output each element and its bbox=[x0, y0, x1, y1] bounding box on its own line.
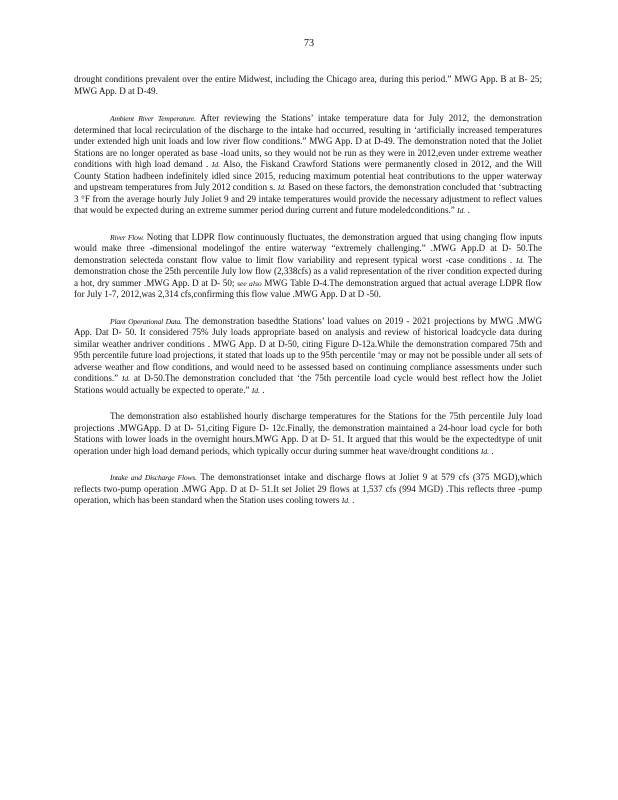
citation-id: Id. bbox=[457, 206, 466, 215]
citation-id: Id. bbox=[211, 160, 221, 169]
paragraph-text: at D-50.The demonstration concluded that ‘the 75th percentile load cycle would best reflect how the Joliet Stations would actually be expected to operate.” bbox=[74, 373, 542, 395]
paragraph-river-flow bbox=[74, 232, 542, 301]
citation-id: Id. bbox=[341, 496, 350, 505]
citation-id: Id. bbox=[121, 374, 131, 383]
citation-id: Id. bbox=[480, 446, 490, 456]
citation-id: Id. bbox=[251, 385, 261, 395]
paragraph-plant-operational-data: Plant Operational Data. The demonstration basedthe Stations’ load values on 2019 - 2021 projections by MWG .MWG App. Dat D- 50. It considered 75% July loads appropriate based on analysis and review of historical loadcycle data during similar weather andriver conditions . MWG App. D at D-50, citing Figure D-12a.While the demonstration compared 75th and 95th percentile future load projections, it stated that loads up to the 95th percentile ‘may or may not be possible under all sets of adverse weather and flow conditions, and would need to be assessed based on continuing compliance assessments under such conditions.” Id. at D-50.The demonstration concluded that ‘the 75th percentile load cycle would best reflect how the Joliet Stations would actually be expected to operate.” Id. . bbox=[74, 315, 543, 395]
section-heading-plant-operational-data: Plant Operational Data. bbox=[110, 316, 182, 326]
paragraph-text: The demonstration chose the 25th percentile July low flow (2,338cfs) as a valid representation of the river condition expected during a hot, dry summer .MWG App. D at D- 50; bbox=[74, 254, 542, 288]
page-number: 73 bbox=[304, 38, 314, 49]
paragraph-text: MWG Table D-4.The demonstration argued that actual average LDPR flow for July 1-7, 2012,was 2,314 cfs,confirming this flow value .MWG App. D at D -50. bbox=[74, 277, 542, 299]
paragraph-ambient-river-temperature: Ambient River Temperature. After reviewing the Stations’ intake temperature data for July 2012, the demonstration determined that local recirculation of the discharge to the intake had occurred, resulting in ‘artificially increased temperatures under extended high unit loads and low river flow conditions.” MWG App. D at D-49. The demonstration noted that the Joliet Stations are no longer operated as base -load units, so they would not be run as they were in 2012,even under extreme weather conditions with high load demand . Id. Also, the Fiskand Crawford Stations were permanently closed in 2012, and the Will County Station hadbeen indefinitely idled since 2015, reducing maximum potential heat contributions to the upper waterway and upstream temperatures from July 2012 condition s. Id. Based on these factors, the demonstration concluded that ‘subtracting 3 °F from the average hourly July Joliet 9 and 29 intake temperatures would provide the necessary adjustment to reflect values that would be expected during an extreme summer period during current and future modeledconditions.” Id. . bbox=[74, 113, 543, 215]
paragraph-text: The demonstration also established hourly discharge temperatures for the Stations for the 75th percentile July load projections .MWGApp. D at D- 51,citing Figure D- 12c.Finally, the demonstration maintained a 24-hour load cycle for both Stations with lower loads in the overnight hours.MWG App. D at D- 51. It argued that this would be the expectedtype of unit operation under high load demand periods, which typically occur during summer heat wave/drought conditions bbox=[74, 411, 542, 456]
citation-id: Id. bbox=[277, 183, 286, 192]
paragraph-text: Based on these factors, the demonstration concluded that ‘subtracting 3 °F from the average hourly July Joliet 9 and 29 intake temperatures would provide the necessary adjustment to reflect values that would be expected during an extreme summer period during current and future modeledconditions.” bbox=[74, 182, 542, 215]
paragraph-drought-conditions bbox=[74, 74, 542, 97]
section-heading-river-flow: River Flow. bbox=[110, 232, 144, 242]
paragraph-text: The demonstrationset intake and discharge flows at Joliet 9 at 579 cfs (375 MGD),which reflects two-pump operation .MWG App. D at D- 51.It set Joliet 29 flows at 1,537 cfs (994 MGD) .This reflects three -pump operation, which has been standard when the Station uses cooling towers bbox=[74, 472, 543, 505]
paragraph-text: drought conditions prevalent over the entire Midwest, including the Chicago area, during this period.” MWG App. B at B- 25; MWG App. D at D-49. bbox=[74, 74, 542, 96]
paragraph-text: Noting that LDPR flow continuously fluctuates, the demonstration argued that using changing flow inputs would make three -dimensional modelingof the entire waterway “extremely challenging.” .MWG App.D at D- 50.The demonstration selecteda constant flow value to limit flow variability and represent typical worst -case conditions . bbox=[74, 231, 542, 265]
paragraph-text: Also, the Fiskand Crawford Stations were permanently closed in 2012, and the Will County Station hadbeen indefinitely idled since 2015, reducing maximum potential heat contributions to the upper waterway and upstream temperatures from July 2012 condition s. bbox=[74, 159, 543, 192]
citation-see-also: see also bbox=[237, 278, 262, 288]
paragraph-text: The demonstration basedthe Stations’ load values on 2019 - 2021 projections by MWG .MWG App. Dat D- 50. It considered 75% July loads appropriate based on analysis and review of historical loadcycle data during similar weather andriver conditions . MWG App. D at D-50, citing Figure D-12a.While the demonstration compared 75th and 95th percentile future load projections, it stated that loads up to the 95th percentile ‘may or may not be possible under all sets of adverse weather and flow conditions, and would need to be assessed based on continuing compliance assessments under such conditions.” bbox=[74, 315, 543, 383]
paragraph-hourly-discharge: The demonstration also established hourly discharge temperatures for the Stations for the 75th percentile July load projections .MWGApp. D at D- 51,citing Figure D- 12c.Finally, the demonstration maintained a 24-hour load cycle for both Stations with lower loads in the overnight hours.MWG App. D at D- 51. It argued that this would be the expectedtype of unit operation under high load demand periods, which typically occur during summer heat wave/drought conditions Id. . bbox=[74, 411, 542, 456]
document-body bbox=[74, 74, 542, 522]
section-heading-ambient-river-temperature: Ambient River Temperature. bbox=[110, 114, 196, 123]
citation-id: Id. bbox=[515, 255, 525, 265]
section-heading-intake-discharge-flows: Intake and Discharge Flows. bbox=[110, 473, 197, 482]
paragraph-text: After reviewing the Stations’ intake temperature data for July 2012, the demonstration determined that local recirculation of the discharge to the intake had occurred, resulting in ‘artificially increased temperatures under extended high unit loads and low river flow conditions.” MWG App. D at D-49. The demonstration noted that the Joliet Stations are no longer operated as base -load units, so they would not be run as they were in 2012,even under extreme weather conditions with high load demand . bbox=[74, 113, 543, 169]
paragraph-intake-discharge-flows: Intake and Discharge Flows. The demonstrationset intake and discharge flows at Joliet 9 at 579 cfs (375 MGD),which reflects two-pump operation .MWG App. D at D- 51.It set Joliet 29 flows at 1,537 cfs (994 MGD) .This reflects three -pump operation, which has been standard when the Station uses cooling towers Id. . bbox=[74, 472, 543, 505]
